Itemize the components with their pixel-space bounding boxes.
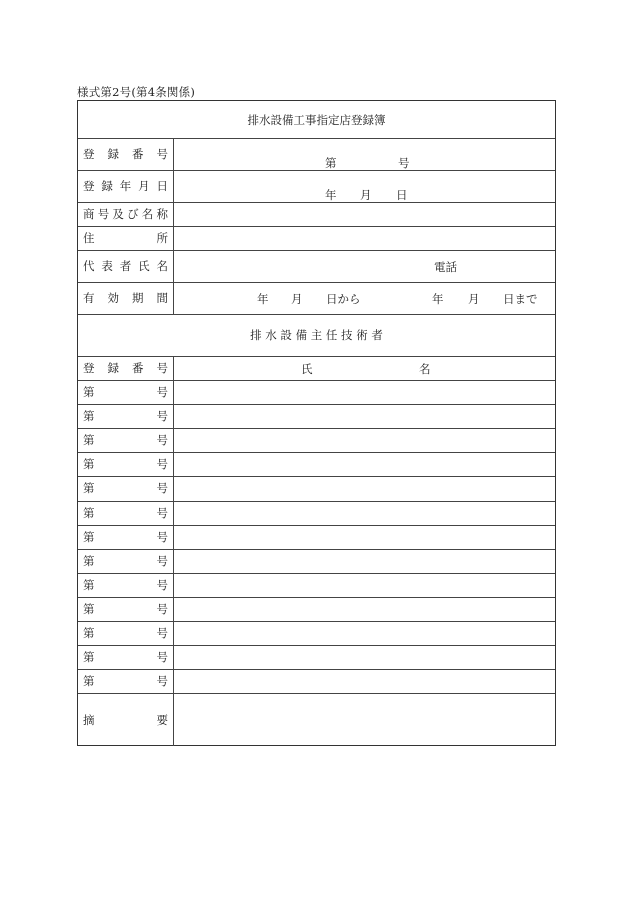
technician-row-number [83, 428, 168, 452]
form-title: 排水設備工事指定店登録簿 [247, 112, 386, 127]
technician-row-number [83, 621, 168, 645]
address-field[interactable] [174, 226, 555, 250]
technician-row-name-field[interactable] [174, 597, 555, 621]
registration-date-month: 月 [360, 188, 372, 202]
technician-row-number [83, 645, 168, 669]
row-prefix: 第 [83, 481, 95, 496]
technician-row-name-field[interactable] [174, 549, 555, 573]
technician-row-number [83, 501, 168, 525]
technician-number-header: 登 録 番 号 [83, 361, 168, 375]
technician-row-name-field[interactable] [174, 525, 555, 549]
row-prefix: 第 [83, 577, 95, 592]
registration-date-day: 日 [396, 188, 408, 202]
technician-name-header-first: 氏 [301, 362, 313, 376]
row-suffix: 号 [156, 577, 168, 592]
row-prefix: 第 [83, 433, 95, 448]
row-prefix: 第 [83, 505, 95, 520]
validity-field[interactable] [174, 282, 555, 314]
row-suffix: 号 [156, 433, 168, 448]
phone-label: 電話 [434, 260, 457, 274]
registration-number-prefix: 第 [325, 156, 337, 170]
technician-row-number [83, 597, 168, 621]
validity-to-month: 月 [468, 292, 480, 306]
technician-row-number [83, 525, 168, 549]
row-prefix: 第 [83, 601, 95, 616]
technician-row-number [83, 476, 168, 500]
row-prefix: 第 [83, 457, 95, 472]
technician-row-name-field[interactable] [174, 669, 555, 693]
registration-number-suffix: 号 [398, 156, 410, 170]
technician-row-number [83, 380, 168, 404]
registration-number-field[interactable] [174, 138, 555, 170]
technician-row-name-field[interactable] [174, 380, 555, 404]
remarks-field[interactable] [174, 694, 555, 746]
address-label: 住 所 [83, 231, 168, 245]
registration-number-label: 登 録 番 号 [83, 147, 168, 161]
row-prefix: 第 [83, 626, 95, 641]
row-suffix: 号 [156, 601, 168, 616]
technician-row-name-field[interactable] [174, 404, 555, 428]
row-prefix: 第 [83, 650, 95, 665]
row-prefix: 第 [83, 529, 95, 544]
registration-date-field[interactable] [174, 170, 555, 202]
row-suffix: 号 [156, 481, 168, 496]
row-suffix: 号 [156, 457, 168, 472]
technician-row-name-field[interactable] [174, 501, 555, 525]
validity-label: 有 効 期 間 [83, 291, 168, 305]
row-suffix: 号 [156, 409, 168, 424]
row-suffix: 号 [156, 553, 168, 568]
row-suffix: 号 [156, 529, 168, 544]
validity-from-month: 月 [291, 292, 303, 306]
row-suffix: 号 [156, 626, 168, 641]
row-prefix: 第 [83, 409, 95, 424]
technician-row-number [83, 669, 168, 693]
row-suffix: 号 [156, 650, 168, 665]
technician-row-name-field[interactable] [174, 621, 555, 645]
technician-row-number [83, 404, 168, 428]
validity-from-day: 日から [326, 292, 361, 306]
technician-row-name-field[interactable] [174, 428, 555, 452]
row-suffix: 号 [156, 505, 168, 520]
row-prefix: 第 [83, 385, 95, 400]
technician-row-number [83, 549, 168, 573]
row-suffix: 号 [156, 674, 168, 689]
technician-row-number [83, 452, 168, 476]
validity-to-day: 日まで [503, 292, 538, 306]
technician-row-name-field[interactable] [174, 573, 555, 597]
row-suffix: 号 [156, 385, 168, 400]
trade-name-field[interactable] [174, 202, 555, 226]
representative-label: 代 表 者 氏 名 [83, 259, 168, 273]
technician-row-name-field[interactable] [174, 452, 555, 476]
validity-to-year: 年 [432, 292, 444, 306]
registration-date-label: 登 録 年 月 日 [83, 179, 168, 193]
technician-row-number [83, 573, 168, 597]
form-number: 様式第2号(第4条関係) [77, 85, 196, 99]
technician-row-name-field[interactable] [174, 476, 555, 500]
row-prefix: 第 [83, 674, 95, 689]
technician-section-heading: 排 水 設 備 主 任 技 術 者 [250, 328, 383, 342]
representative-field[interactable] [174, 250, 555, 282]
row-prefix: 第 [83, 553, 95, 568]
registry-form [77, 100, 556, 746]
technician-row-name-field[interactable] [174, 645, 555, 669]
registration-date-year: 年 [325, 188, 337, 202]
technician-name-header-second: 名 [419, 362, 431, 376]
trade-name-label: 商 号 及 び 名 称 [83, 207, 168, 221]
remarks-label: 摘 要 [83, 713, 168, 727]
validity-from-year: 年 [257, 292, 269, 306]
